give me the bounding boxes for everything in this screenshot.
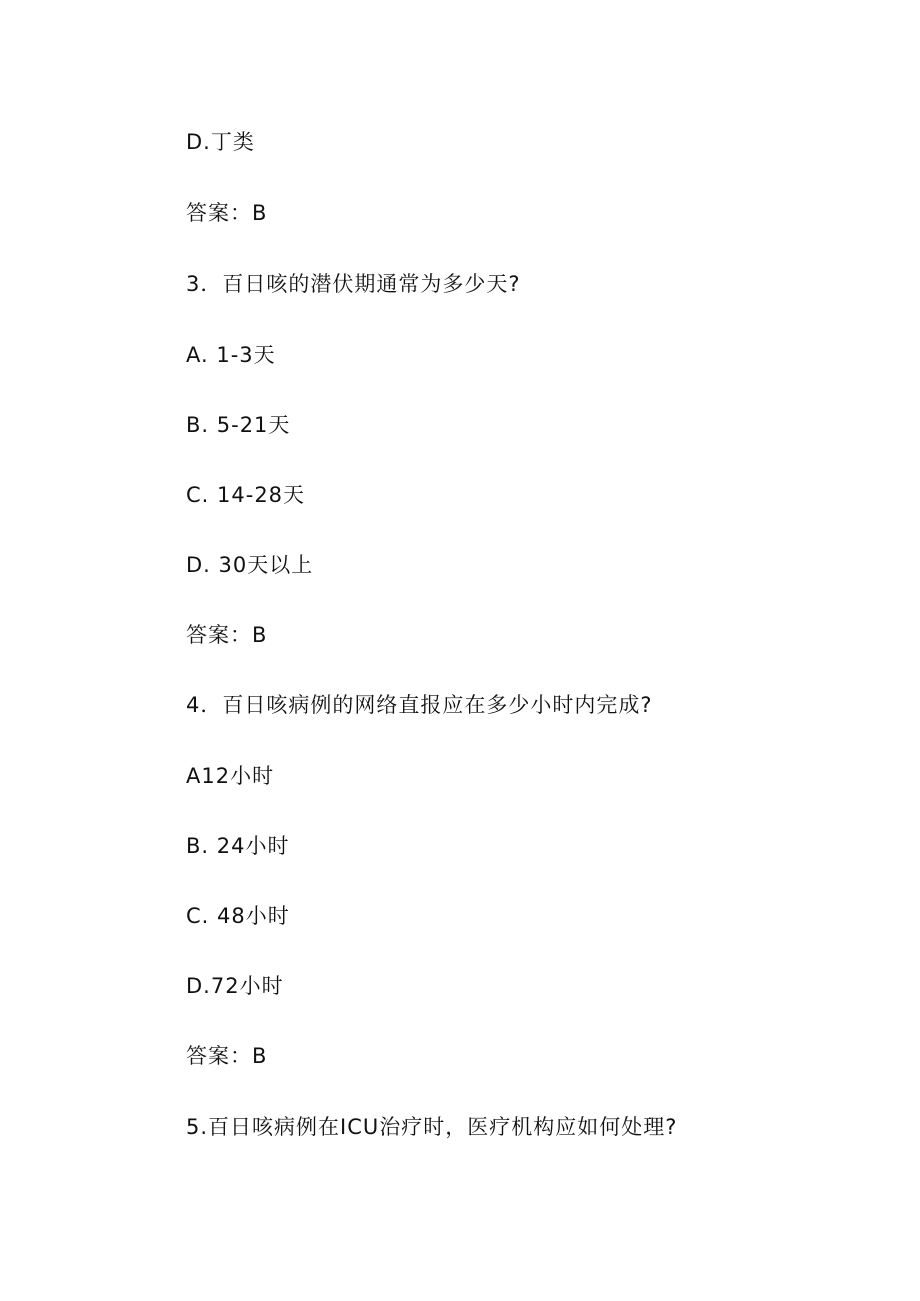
answer-q4: 答案：B — [186, 1044, 268, 1068]
option-d-q3: D. 30天以上 — [186, 553, 314, 577]
option-c-q3: C. 14-28天 — [186, 483, 306, 507]
answer-q2: 答案：B — [186, 201, 268, 225]
question-4: 4．百日咳病例的网络直报应在多少小时内完成? — [186, 693, 653, 717]
option-b-q4: B. 24小时 — [186, 834, 290, 858]
option-c-q4: C. 48小时 — [186, 904, 290, 928]
question-3: 3．百日咳的潜伏期通常为多少天? — [186, 272, 521, 296]
option-d-q2: D.丁类 — [186, 130, 255, 154]
option-d-q4: D.72小时 — [186, 974, 284, 998]
option-a-q4: A12小时 — [186, 764, 275, 788]
question-5: 5.百日咳病例在ICU治疗时，医疗机构应如何处理? — [186, 1115, 678, 1139]
option-b-q3: B. 5-21天 — [186, 413, 291, 437]
answer-q3: 答案：B — [186, 623, 268, 647]
option-a-q3: A. 1-3天 — [186, 343, 276, 367]
